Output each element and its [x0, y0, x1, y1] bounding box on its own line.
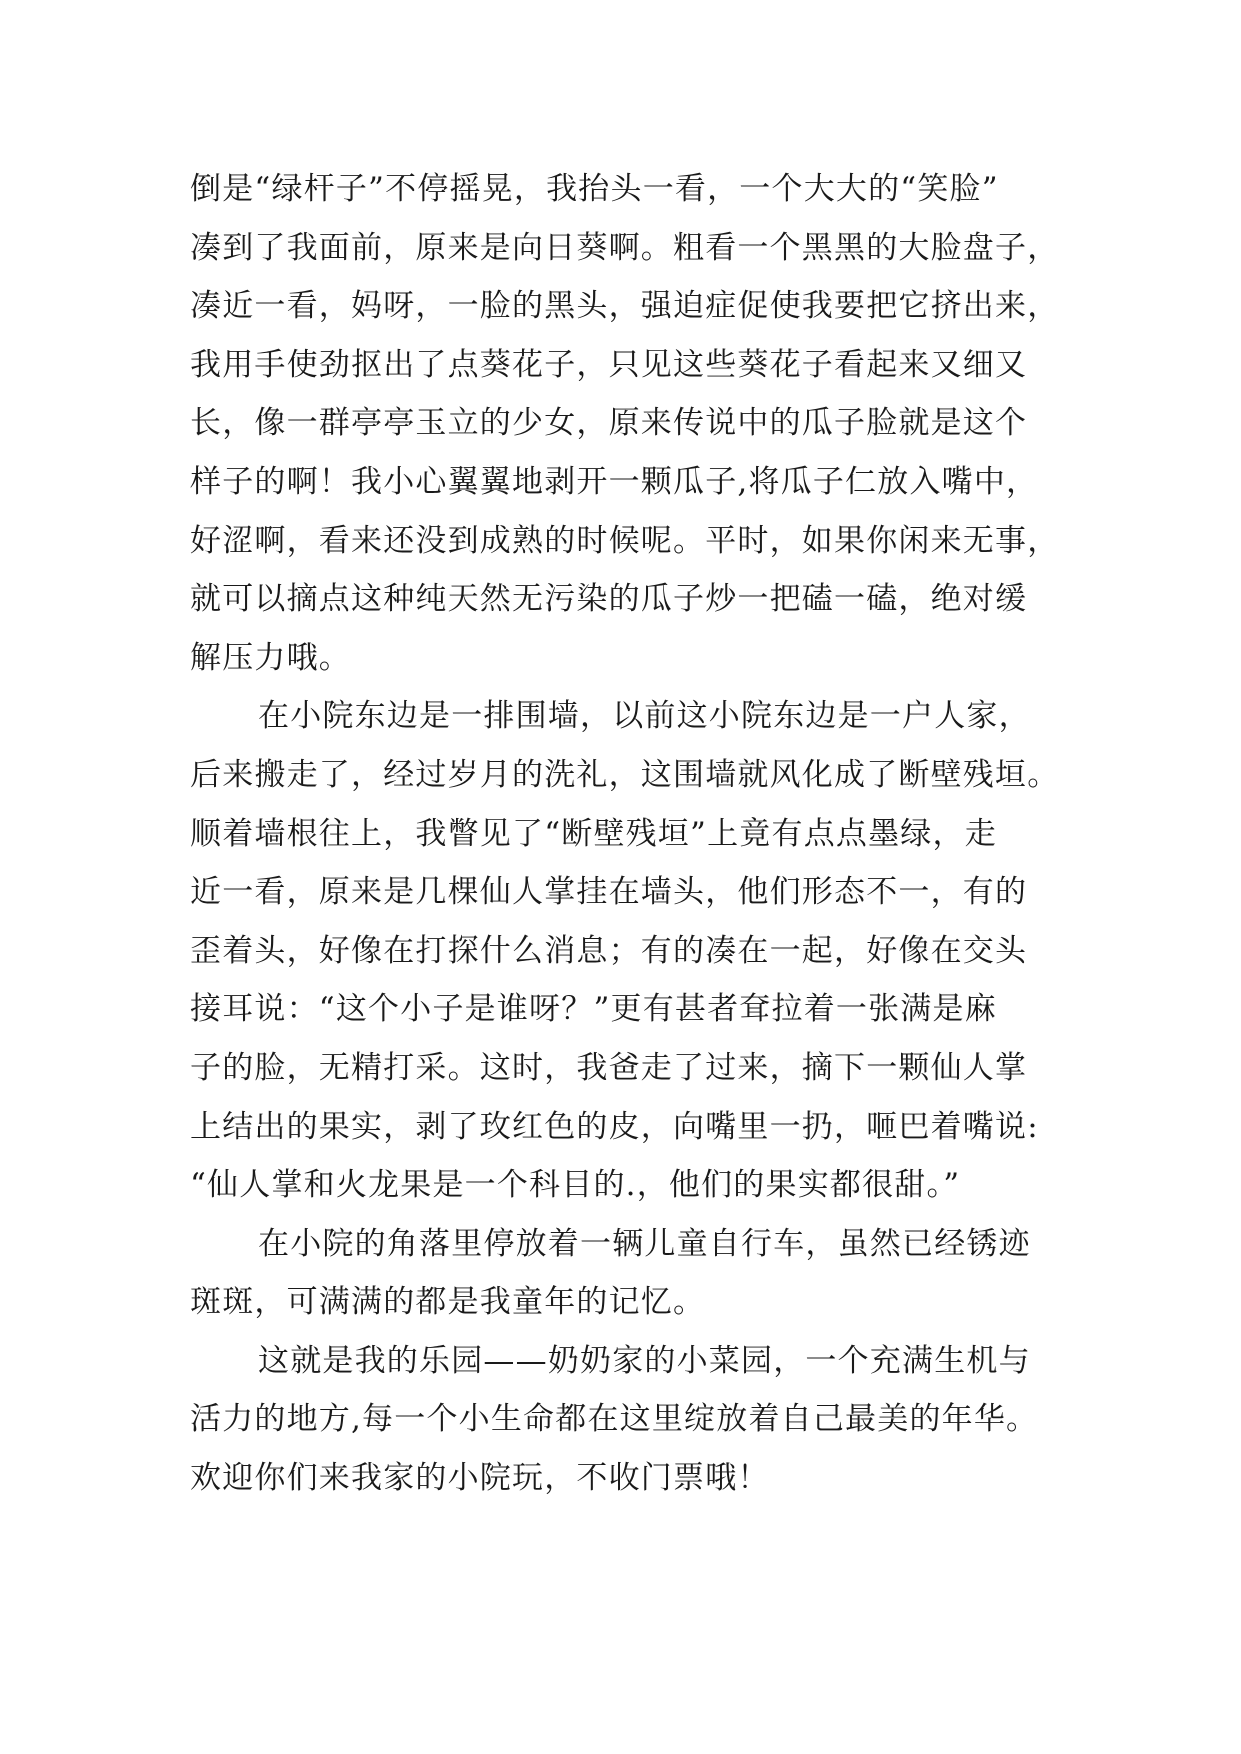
text-line: 就可以摘点这种纯天然无污染的瓜子炒一把磕一磕，绝对缓	[190, 581, 1028, 618]
text-line: 凑近一看，妈呀，一脸的黑头，强迫症促使我要把它挤出来，	[190, 288, 1060, 325]
text-line: 歪着头，好像在打探什么消息；有的凑在一起，好像在交头	[190, 932, 1028, 969]
text-line: 后来搬走了，经过岁月的洗礼，这围墙就风化成了断壁残垣。	[190, 756, 1060, 793]
text-line: 我用手使劲抠出了点葵花子，只见这些葵花子看起来又细又	[190, 346, 1028, 383]
text-line: “仙人掌和火龙果是一个科目的.，他们的果实都很甜。”	[190, 1167, 961, 1204]
essay-body	[190, 160, 1070, 1508]
text-line: 子的脸，无精打采。这时，我爸走了过来，摘下一颗仙人掌	[190, 1049, 1028, 1086]
text-line: 凑到了我面前，原来是向日葵啊。粗看一个黑黑的大脸盘子，	[190, 229, 1060, 266]
text-line: 活力的地方,每一个小生命都在这里绽放着自己最美的年华。	[190, 1401, 1039, 1438]
text-line: 在小院东边是一排围墙，以前这小院东边是一户人家，	[258, 698, 1031, 735]
text-line: 接耳说：“这个小子是谁呀？”更有甚者耷拉着一张满是麻	[190, 991, 997, 1028]
text-line: 样子的啊！我小心翼翼地剥开一颗瓜子,将瓜子仁放入嘴中，	[190, 463, 1039, 500]
text-line: 倒是“绿杆子”不停摇晃，我抬头一看，一个大大的“笑脸”	[190, 171, 999, 207]
text-line: 在小院的角落里停放着一辆儿童自行车，虽然已经锈迹	[258, 1225, 1031, 1262]
text-line: 长，像一群亭亭玉立的少女，原来传说中的瓜子脸就是这个	[190, 405, 1028, 442]
text-line: 顺着墙根往上，我瞥见了“断壁残垣”上竟有点点墨绿，走	[190, 815, 997, 852]
text-line: 上结出的果实，剥了玫红色的皮，向嘴里一扔，咂巴着嘴说:	[190, 1108, 1039, 1145]
text-line: 好涩啊，看来还没到成熟的时候呢。平时，如果你闲来无事，	[190, 522, 1060, 559]
text-line: 欢迎你们来我家的小院玩，不收门票哦！	[190, 1460, 770, 1497]
text-line: 这就是我的乐园——奶奶家的小菜园，一个充满生机与	[258, 1342, 1031, 1379]
text-line: 斑斑，可满满的都是我童年的记忆。	[190, 1284, 706, 1321]
text-line: 近一看，原来是几棵仙人掌挂在墙头，他们形态不一，有的	[190, 874, 1028, 911]
text-line: 解压力哦。	[190, 639, 351, 676]
